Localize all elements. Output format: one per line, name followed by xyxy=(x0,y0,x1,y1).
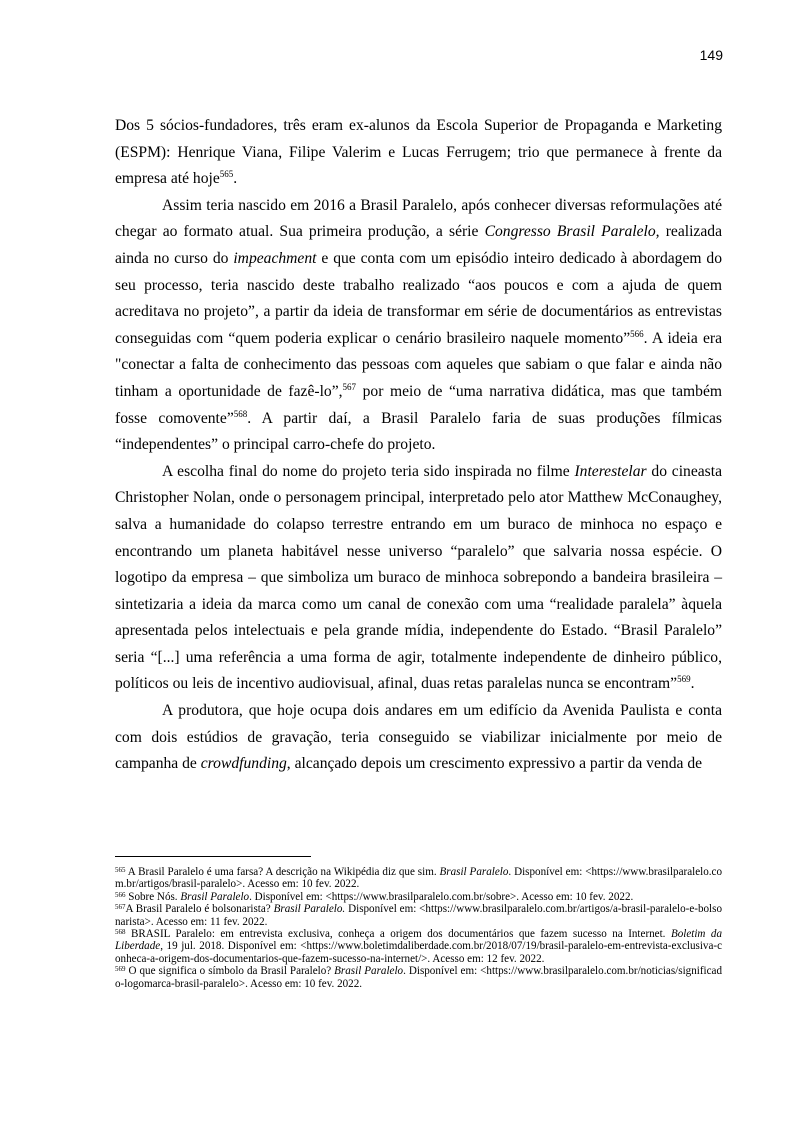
footnote-ref-565[interactable]: 565 xyxy=(219,169,234,180)
footnote-ref-566[interactable]: 566 xyxy=(630,328,644,339)
paragraph-1 xyxy=(115,113,722,193)
italic-source: Brasil Paralelo. xyxy=(273,903,346,916)
text: . Disponível em: <https://www.brasilparalelo.com.br/sobre>. Acesso em: 10 fev. 2022. xyxy=(249,890,634,903)
footnotes xyxy=(115,866,722,990)
text: Disponível em: <https://www.brasilparalelo.com.br/artigos/a-brasil-paralelo-e-bolsonarista>. Acesso em: 11 fev. 2022. xyxy=(115,903,722,928)
italic-title: Congresso Brasil Paralelo, xyxy=(484,223,660,241)
paragraph-3 xyxy=(115,459,722,698)
text: Assim teria nascido em 2016 a Brasil Paralelo, após conhecer diversas reformulações até chegar ao formato atual. Sua primeira produção, a série xyxy=(115,196,722,241)
text: O que significa o símbolo da Brasil Paralelo? xyxy=(125,965,335,978)
text: Dos 5 sócios-fundadores, três eram ex-alunos da Escola Superior de Propaganda e Marketing (ESPM): Henrique Viana, Filipe Valerim e Lucas Ferrugem; trio que permanece à frente da empresa até hoje xyxy=(115,117,722,188)
text: realizada ainda no curso do xyxy=(115,223,722,267)
text: , alcançado depois um crescimento expressivo a partir da venda de xyxy=(286,755,703,773)
footnote-number: 568 xyxy=(115,928,126,937)
text: . xyxy=(690,675,695,693)
text: A produtora, que hoje ocupa dois andares em um edifício da Avenida Paulista e conta com dois estúdios de gravação, teria conseguido se viabilizar inicialmente por meio de campanha de xyxy=(115,702,722,773)
footnote-separator xyxy=(115,856,311,857)
footnote-ref-567[interactable]: 567 xyxy=(342,381,357,392)
italic-term: crowdfunding xyxy=(200,755,287,773)
footnote-ref-569[interactable]: 569 xyxy=(677,674,691,685)
italic-source: Brasil Paralelo xyxy=(180,890,250,903)
italic-source: Brasil Paralelo xyxy=(334,965,404,978)
text: , 19 jul. 2018. Disponível em: <https://www.boletimdaliberdade.com.br/2018/07/19/brasil-paralelo-em-entrevista-exclusiva-conheca-a-origem-dos-documentarios-que-fazem-sucesso-na-internet/>. Acesso em: 12 fev. 2022. xyxy=(115,940,722,965)
text: do cineasta Christopher Nolan, onde o personagem principal, interpretado pelo ator Matthew McConaughey, salva a humanidade do colapso terrestre entrando em um buraco de minhoca no espaço e encontrando um planeta habitável nesse universo “paralelo” que salvaria nossa espécie. O logotipo da empresa – que simboliza um buraco de minhoca sobrepondo a bandeira brasileira – sintetizaria a ideia da marca como um canal de conexão com uma “realidade paralela” àquela apresentada pelos intelectuais e pela grande mídia, independente do Estado. “Brasil Paralelo” seria “[...] uma referência a uma forma de agir, totalmente independente de dinheiro público, políticos ou leis de incentivo audiovisual, afinal, duas retas paralelas nunca se encontram” xyxy=(115,462,723,693)
italic-source: Brasil Paralelo xyxy=(439,866,509,878)
footnote-number: 566 xyxy=(115,890,126,899)
italic-title: Interestelar xyxy=(574,462,647,480)
footnote-number: 565 xyxy=(115,866,126,874)
text: Sobre Nós. xyxy=(125,890,181,903)
text: . Disponível em: <https://www.brasilparalelo.com.br/noticias/significado-logomarca-brasil-paralelo>. Acesso em: 10 fev. 2022. xyxy=(115,965,722,990)
page-number: 149 xyxy=(699,47,723,63)
text: A Brasil Paralelo é bolsonarista? xyxy=(125,903,274,916)
paragraph-2 xyxy=(115,193,722,459)
text: . xyxy=(233,170,238,188)
footnote-568 xyxy=(115,928,722,965)
footnote-ref-568[interactable]: 568 xyxy=(233,408,248,419)
text: . Disponível em: <https://www.brasilparalelo.com.br/artigos/brasil-paralelo>. Acesso em: 10 fev. 2022. xyxy=(115,866,722,891)
text: e que conta com um episódio inteiro dedicado à abordagem do seu processo, teria nascido deste trabalho realizado “aos poucos e com a ajuda de quem acreditava no projeto”, a partir da ideia de transformar em série de documentários as entrevistas conseguidas com “quem poderia explicar o cenário brasileiro naquele momento” xyxy=(115,249,722,347)
text: por meio de “uma narrativa didática, mas que também fosse comovente” xyxy=(115,382,722,427)
footnote-number: 567 xyxy=(115,903,126,912)
paragraph-4 xyxy=(115,698,722,778)
footnote-number: 569 xyxy=(115,965,126,974)
footnote-567 xyxy=(115,903,722,928)
text: . A ideia era "conectar a falta de conhecimento das pessoas com aqueles que sabiam o que falar e ainda não tinham a oportunidade de fazê-lo”, xyxy=(115,329,722,400)
footnote-569 xyxy=(115,965,722,990)
text: A escolha final do nome do projeto teria sido inspirada no filme xyxy=(162,462,575,480)
text: BRASIL Paralelo: em entrevista exclusiva, conheça a origem dos documentários que fazem sucesso na Internet. xyxy=(125,928,671,941)
italic-term: impeachment xyxy=(233,249,317,267)
italic-source: Boletim da Liberdade xyxy=(115,928,723,953)
footnote-566 xyxy=(115,891,722,903)
footnote-565 xyxy=(115,866,722,891)
text: A Brasil Paralelo é uma farsa? A descrição na Wikipédia diz que sim. xyxy=(125,866,440,878)
body-text xyxy=(115,113,722,778)
text: . A partir daí, a Brasil Paralelo faria de suas produções fílmicas “independentes” o principal carro-chefe do projeto. xyxy=(115,409,723,454)
